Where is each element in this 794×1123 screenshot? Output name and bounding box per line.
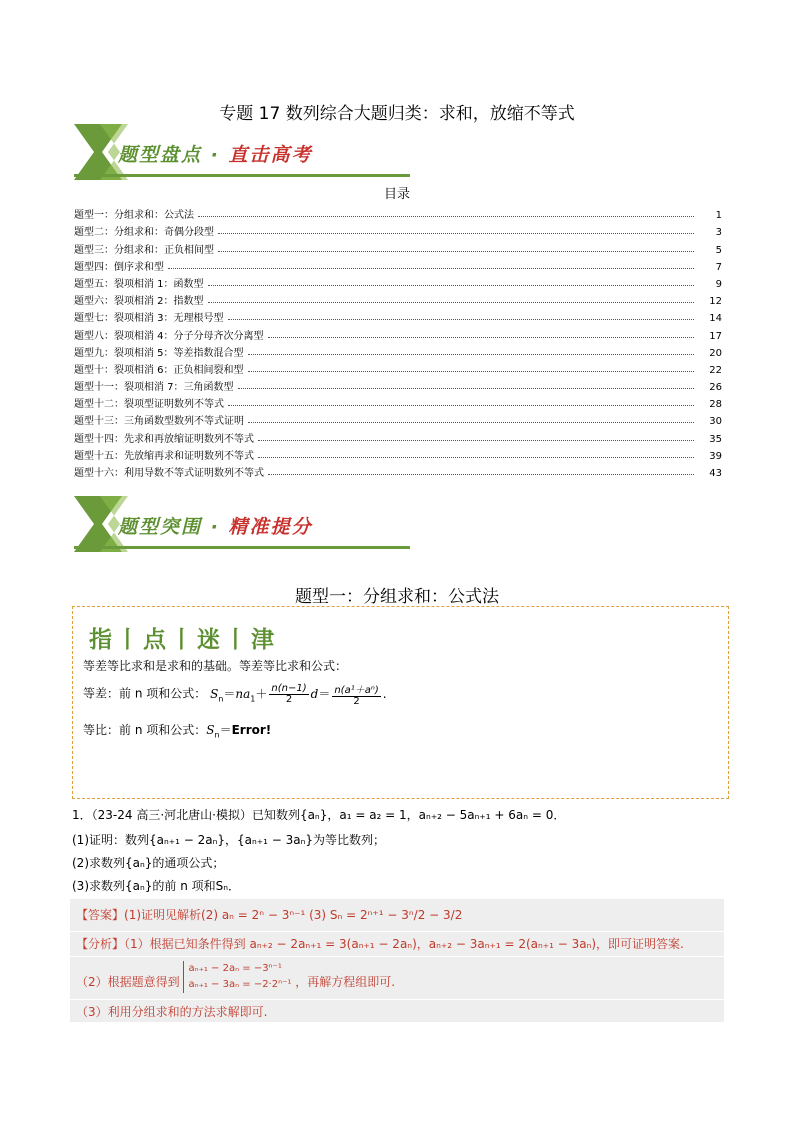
toc-page-number: 43 (709, 468, 722, 479)
tip-heading: 指丨点丨迷丨津 (89, 627, 278, 653)
toc-leader-dots (208, 302, 694, 303)
question-part-3: (3)求数列{aₙ}的前 n 项和Sₙ． (72, 879, 241, 893)
arith-formula: $S_n=na_1+ \frac{n(n-1)}{2} d= \frac{\text{n(a¹＋aⁿ)}}{2}$ . (210, 683, 387, 707)
toc-page-number: 7 (715, 261, 722, 273)
analysis-part-2-suffix: ，再解方程组即可. (295, 974, 396, 989)
answer-block (70, 899, 724, 931)
analysis-tag: 【分析】 (76, 937, 125, 951)
toc-page-number: 17 (709, 330, 722, 342)
section-banner-overview (74, 124, 410, 181)
toc-row[interactable] (74, 238, 722, 255)
toc-label: 题型十六：利用导数不等式证明数列不等式 (74, 468, 264, 479)
toc-label: 题型十一：裂项相消 7：三角函数型 (74, 382, 234, 394)
banner-right-text: 精准提分 (228, 516, 313, 538)
toc-row[interactable] (74, 427, 722, 444)
toc-row[interactable] (74, 221, 722, 238)
banner-left-text: 题型突围 (118, 516, 203, 538)
tip-arith-label: 等差：前 n 项和公式： (83, 686, 207, 701)
toc-row[interactable] (74, 307, 722, 324)
toc-leader-dots (268, 474, 694, 475)
equation-1: aₙ₊₁ − 2aₙ = −3ⁿ⁻¹ (188, 963, 282, 974)
toc-row[interactable] (74, 290, 722, 307)
toc-page-number: 14 (709, 313, 722, 325)
page-title: 专题 17 数列综合大题归类：求和，放缩不等式 (219, 104, 575, 124)
toc-label: 题型十三：三角函数型数列不等式证明 (74, 416, 244, 428)
banner-underline (74, 546, 410, 549)
banner-text (118, 512, 313, 539)
analysis-part-1: （1）根据已知条件得到 aₙ₊₂ − 2aₙ₊₁ = 3(aₙ₊₁ − 2aₙ)，aₙ₊₂ − 3aₙ₊₁ = 2(aₙ₊₁ − 3aₙ)，即可证明答案. (124, 937, 684, 951)
toc-leader-dots (198, 216, 694, 217)
toc-page-number: 26 (709, 382, 722, 394)
toc-row[interactable] (74, 324, 722, 341)
banner-dot: · (210, 144, 220, 166)
answer-text: (1)证明见解析(2) aₙ = 2ⁿ − 3ⁿ⁻¹ (3) Sₙ = 2ⁿ⁺¹ − 3ⁿ/2 − 3/2 (124, 908, 463, 922)
toc-leader-dots (238, 388, 694, 389)
banner-underline (74, 174, 410, 177)
banner-left-text: 题型盘点 (118, 144, 203, 166)
toc-label: 题型八：裂项相消 4：分子分母齐次分离型 (74, 330, 264, 342)
analysis-block (70, 932, 724, 956)
toc-label: 题型十：裂项相消 6：正负相间裂和型 (74, 364, 244, 376)
toc-leader-dots (248, 371, 694, 372)
toc-leader-dots (228, 319, 694, 320)
toc-row[interactable] (74, 462, 722, 479)
toc-page-number: 1 (715, 210, 722, 222)
answer-tag: 【答案】 (76, 908, 125, 922)
tip-geo-label: 等比：前 n 项和公式： (83, 723, 207, 737)
tip-geo-formula: 等比：前 n 项和公式：$S_n=Error$! (83, 723, 272, 740)
toc-page-number: 3 (715, 227, 722, 239)
toc-page-number: 22 (709, 364, 722, 376)
toc-row[interactable] (74, 256, 722, 273)
banner-text (118, 140, 313, 167)
toc-page-number: 30 (709, 416, 722, 428)
section-title: 题型一：分组求和：公式法 (295, 587, 499, 607)
question-part-1: (1)证明：数列{aₙ₊₁ − 2aₙ}，{aₙ₊₁ − 3aₙ}为等比数列； (72, 833, 386, 847)
toc-label: 题型三：分组求和：正负相间型 (74, 244, 214, 256)
toc-leader-dots (208, 285, 694, 286)
equation-2: aₙ₊₁ − 3aₙ = −2·2ⁿ⁻¹ (188, 979, 292, 990)
section-banner-breakthrough (74, 496, 410, 553)
toc-page-number: 5 (715, 244, 722, 256)
toc-page-number: 35 (709, 433, 722, 445)
toc-row[interactable] (74, 204, 722, 221)
toc-leader-dots (258, 457, 694, 458)
toc-label: 题型七：裂项相消 3：无理根号型 (74, 313, 224, 325)
toc-row[interactable] (74, 393, 722, 410)
toc-page-number: 20 (709, 347, 722, 359)
toc-label: 题型四：倒序求和型 (74, 261, 164, 273)
toc-row[interactable] (74, 273, 722, 290)
toc-label: 题型一：分组求和：公式法 (74, 210, 194, 222)
toc-label: 题型九：裂项相消 5：等差指数混合型 (74, 347, 244, 359)
question-stem: 1．（23-24 高三·河北唐山·模拟）已知数列{aₙ}，a₁ = a₂ = 1，aₙ₊₂ − 5aₙ₊₁ + 6aₙ = 0． (72, 808, 566, 822)
toc-row[interactable] (74, 342, 722, 359)
toc-row[interactable] (74, 376, 722, 393)
toc-page-number: 39 (709, 450, 722, 462)
toc-label: 题型二：分组求和：奇偶分段型 (74, 227, 214, 239)
equation-system (183, 961, 291, 993)
toc-leader-dots (268, 337, 694, 338)
tip-box (72, 606, 729, 799)
tip-arith-formula (83, 681, 387, 707)
tip-intro: 等差等比求和是求和的基础。等差等比求和公式： (83, 659, 348, 673)
analysis-part-3: （3）利用分组求和的方法求解即可. (70, 1000, 724, 1022)
toc-page-number: 28 (709, 399, 722, 411)
toc-label: 题型十四：先求和再放缩证明数列不等式 (74, 433, 254, 445)
banner-right-text: 直击高考 (228, 144, 313, 166)
analysis-part-2-prefix: （2）根据题意得到 (76, 974, 180, 989)
banner-dot: · (210, 516, 220, 538)
toc-leader-dots (248, 422, 694, 423)
toc-leader-dots (218, 233, 694, 234)
analysis-part-2-block (70, 957, 724, 999)
toc-row[interactable] (74, 410, 722, 427)
toc-label: 题型六：裂项相消 2：指数型 (74, 296, 204, 308)
toc-label: 题型十五：先放缩再求和证明数列不等式 (74, 450, 254, 462)
toc-leader-dots (258, 440, 694, 441)
error-text: Error! (231, 723, 272, 737)
toc-label: 题型五：裂项相消 1：函数型 (74, 278, 204, 290)
toc-title: 目录 (383, 187, 410, 202)
toc-leader-dots (248, 354, 694, 355)
table-of-contents (74, 204, 722, 479)
toc-label: 题型十二：裂项型证明数列不等式 (74, 399, 224, 411)
toc-leader-dots (228, 405, 694, 406)
toc-leader-dots (168, 268, 694, 269)
toc-page-number: 9 (715, 278, 722, 290)
toc-leader-dots (218, 251, 694, 252)
toc-row[interactable] (74, 445, 722, 462)
question-part-2: (2)求数列{aₙ}的通项公式； (72, 856, 225, 870)
toc-page-number: 12 (709, 296, 722, 308)
toc-row[interactable] (74, 359, 722, 376)
